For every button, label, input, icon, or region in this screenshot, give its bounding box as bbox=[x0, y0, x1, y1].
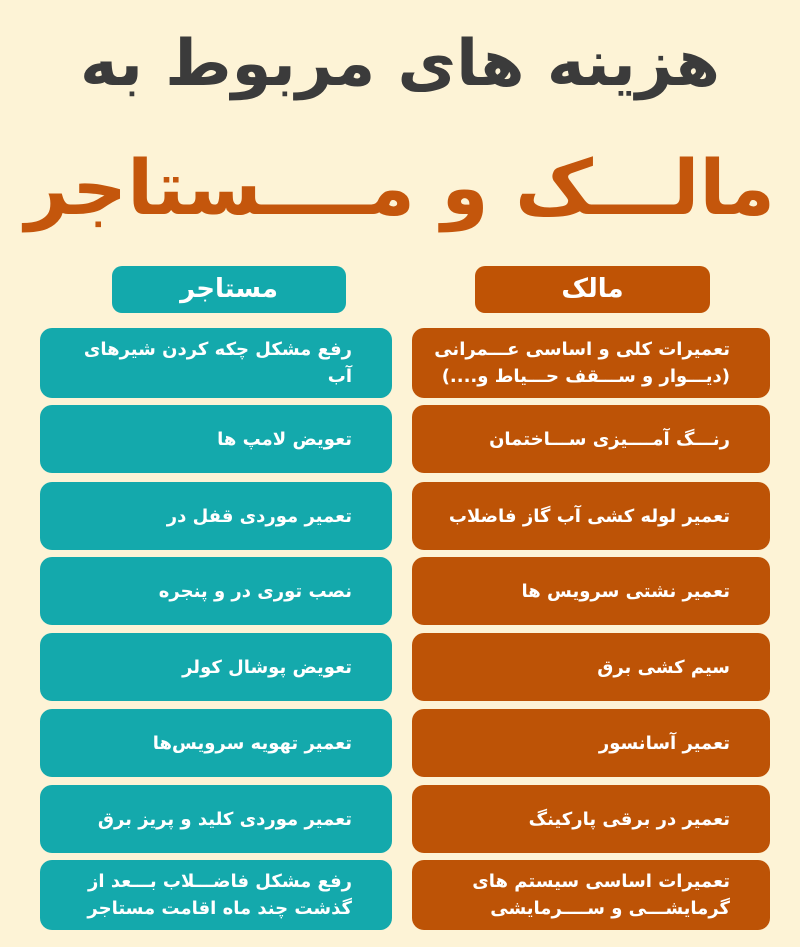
owner-item: تعمیرات اساسی سیستم های گرمایشـــی و ســــرمایشی bbox=[412, 860, 770, 930]
title-line-1: هزینه های مربوط به bbox=[80, 27, 720, 101]
tenant-item: رفع مشکل چکه کردن شیرهای آب bbox=[40, 328, 392, 398]
owner-item: تعمیرات کلی و اساسی عـــمرانی (دیـــوار و ســـقف حـــیاط و....) bbox=[412, 328, 770, 398]
tenant-item: تعمیر موردی قفل در bbox=[40, 482, 392, 550]
title-line-2: مالـــک و مــــستاجر bbox=[25, 143, 775, 232]
tenant-header: مستاجر bbox=[112, 266, 346, 313]
tenant-item: تعمیر تهویه سرویس‌ها bbox=[40, 709, 392, 777]
owner-item: تعمیر نشتی سرویس ها bbox=[412, 557, 770, 625]
owner-item: رنـــگ آمــــیزی ســـاختمان bbox=[412, 405, 770, 473]
owner-item: سیم کشی برق bbox=[412, 633, 770, 701]
tenant-item: تعویض پوشال کولر bbox=[40, 633, 392, 701]
tenant-item: رفع مشکل فاضـــلاب بـــعد از گذشت چند ماه اقامت مستاجر bbox=[40, 860, 392, 930]
owner-item: تعمیر آسانسور bbox=[412, 709, 770, 777]
tenant-item: نصب توری در و پنجره bbox=[40, 557, 392, 625]
owner-item: تعمیر لوله کشی آب گاز فاضلاب bbox=[412, 482, 770, 550]
owner-item: تعمیر در برقی پارکینگ bbox=[412, 785, 770, 853]
tenant-item: تعمیر موردی کلید و پریز برق bbox=[40, 785, 392, 853]
tenant-item: تعویض لامپ ها bbox=[40, 405, 392, 473]
owner-header: مالک bbox=[475, 266, 710, 313]
